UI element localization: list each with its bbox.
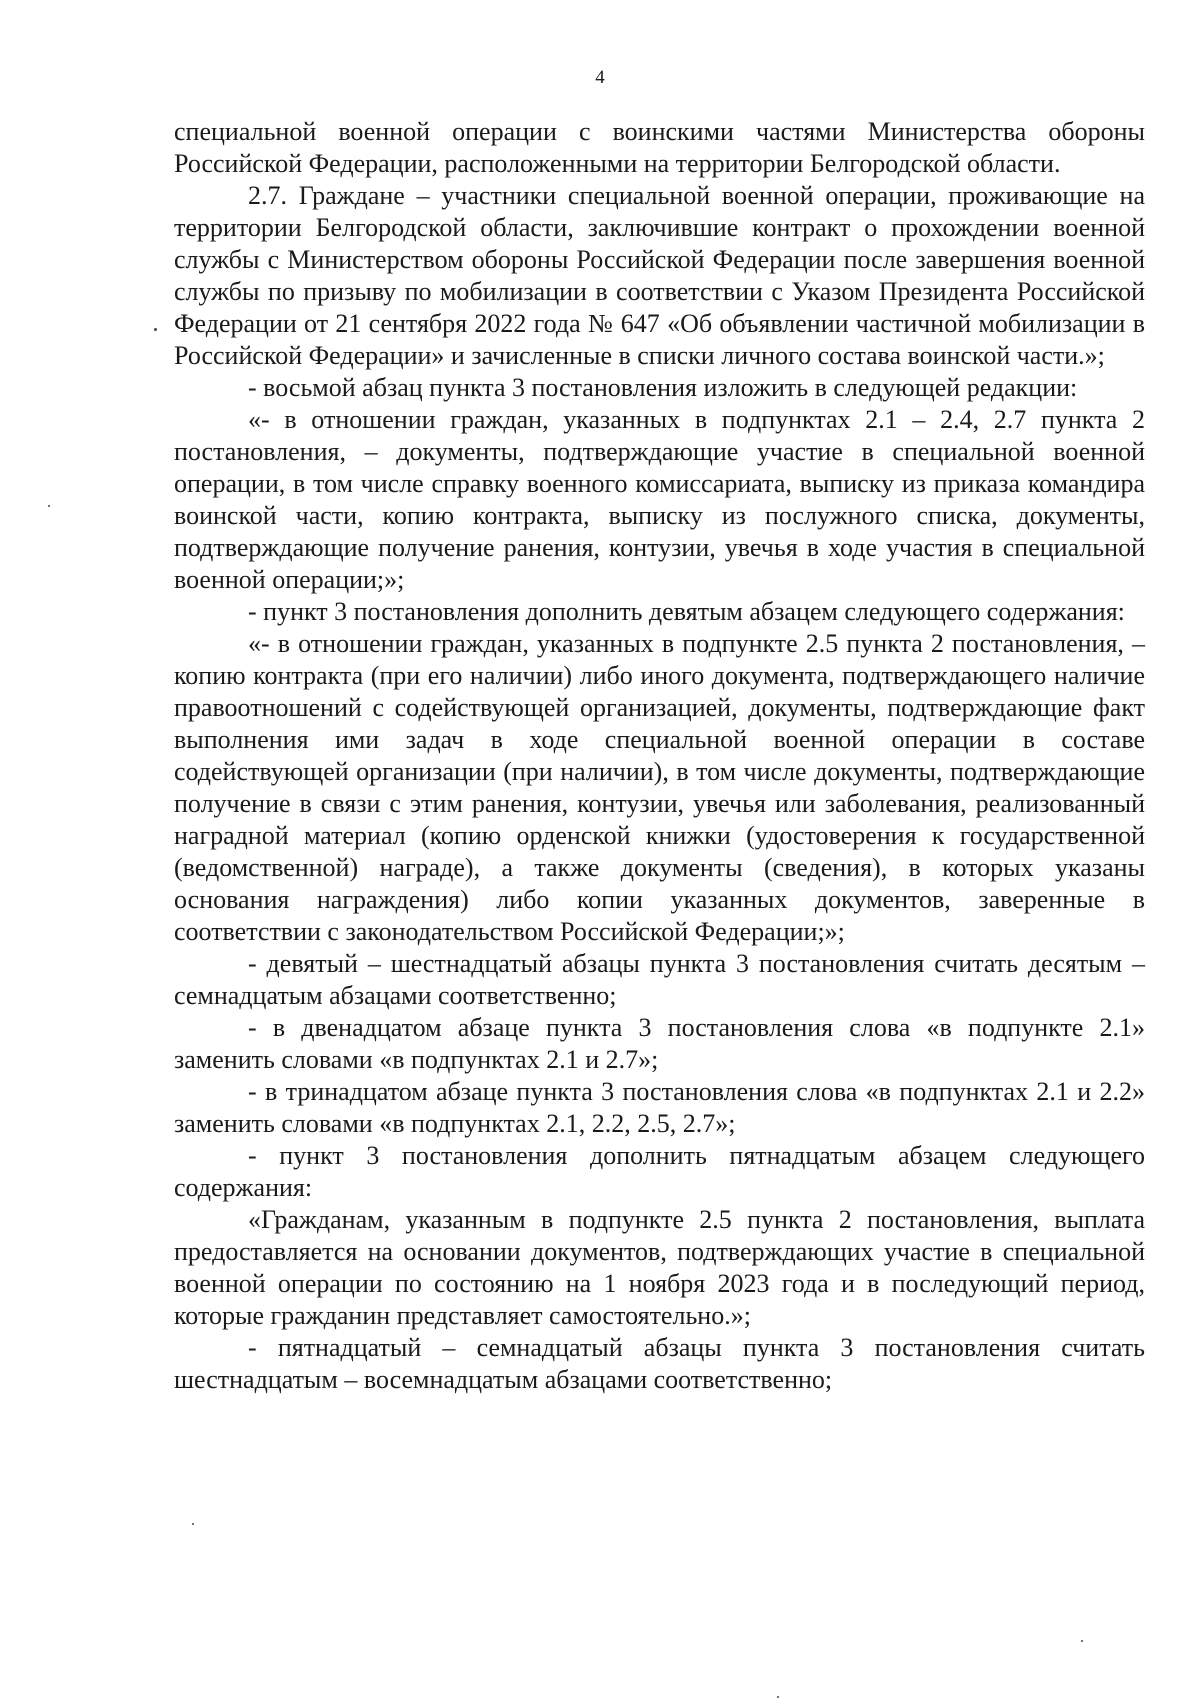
paragraph-renumber-fifteenth-seventeenth: - пятнадцатый – семнадцатый абзацы пункта 3 постановления считать шестнадцатым – восемнадцатым абзацами соответственно; <box>174 1333 1145 1394</box>
scan-speck <box>48 505 50 507</box>
paragraph-continuation: специальной военной операции с воинскими частями Министерства обороны Российской Федерации, расположенными на территории Белгородской области. <box>174 117 1145 178</box>
paragraph-quote-eighth: «- в отношении граждан, указанных в подпунктах 2.1 – 2.4, 2.7 пункта 2 постановления, – документы, подтверждающие участие в специальной военной операции, в том числе справку военного комиссариата, выписку из приказа командира воинской части, копию контракта, выписку из послужного списка, документы, подтверждающие получение ранения, контузии, увечья в ходе участия в специальной военной операции;»; <box>174 405 1145 594</box>
paragraph-amend-twelfth: - в двенадцатом абзаце пункта 3 постановления слова «в подпункте 2.1» заменить словами «в подпунктах 2.1 и 2.7»; <box>174 1013 1145 1074</box>
paragraph-quote-ninth: «- в отношении граждан, указанных в подпункте 2.5 пункта 2 постановления, – копию контракта (при его наличии) либо иного документа, подтверждающего наличие правоотношений с содействующей организацией, документы, подтверждающие факт выполнения ими задач в ходе специальной военной операции в составе содействующей организации (при наличии), в том числе документы, подтверждающие получение в связи с этим ранения, контузии, увечья или заболевания, реализованный наградной материал (копию орденской книжки (удостоверения к государственной (ведомственной) награде), а также документы (сведения), в которых указаны основания награждения) либо копии указанных документов, заверенные в соответствии с законодательством Российской Федерации;»; <box>174 629 1145 946</box>
page-number: 4 <box>595 67 605 88</box>
document-body <box>174 116 1145 1396</box>
scan-speck <box>777 1696 779 1698</box>
paragraph-amend-thirteenth: - в тринадцатом абзаце пункта 3 постановления слова «в подпунктах 2.1 и 2.2» заменить словами «в подпунктах 2.1, 2.2, 2.5, 2.7»; <box>174 1077 1145 1138</box>
paragraph-renumber-ninth-sixteenth: - девятый – шестнадцатый абзацы пункта 3 постановления считать десятым – семнадцатым абзацами соответственно; <box>174 949 1145 1010</box>
paragraph-item-2-7: 2.7. Граждане – участники специальной военной операции, проживающие на территории Белгородской области, заключившие контракт о прохождении военной службы с Министерством обороны Российской Федерации после завершения военной службы по призыву по мобилизации в соответствии с Указом Президента Российской Федерации от 21 сентября 2022 года № 647 «Об объявлении частичной мобилизации в Российской Федерации» и зачисленные в списки личного состава воинской части.»; <box>174 181 1145 370</box>
paragraph-amend-fifteenth: - пункт 3 постановления дополнить пятнадцатым абзацем следующего содержания: <box>174 1141 1145 1202</box>
paragraph-amend-ninth: - пункт 3 постановления дополнить девятым абзацем следующего содержания: <box>248 597 1125 626</box>
scan-speck <box>154 328 157 331</box>
scan-speck <box>192 1523 194 1525</box>
paragraph-amend-eighth: - восьмой абзац пункта 3 постановления изложить в следующей редакции: <box>248 373 1078 402</box>
scan-speck <box>1081 1640 1083 1642</box>
paragraph-quote-fifteenth: «Гражданам, указанным в подпункте 2.5 пункта 2 постановления, выплата предоставляется на основании документов, подтверждающих участие в специальной военной операции по состоянию на 1 ноября 2023 года и в последующий период, которые гражданин представляет самостоятельно.»; <box>174 1205 1145 1330</box>
